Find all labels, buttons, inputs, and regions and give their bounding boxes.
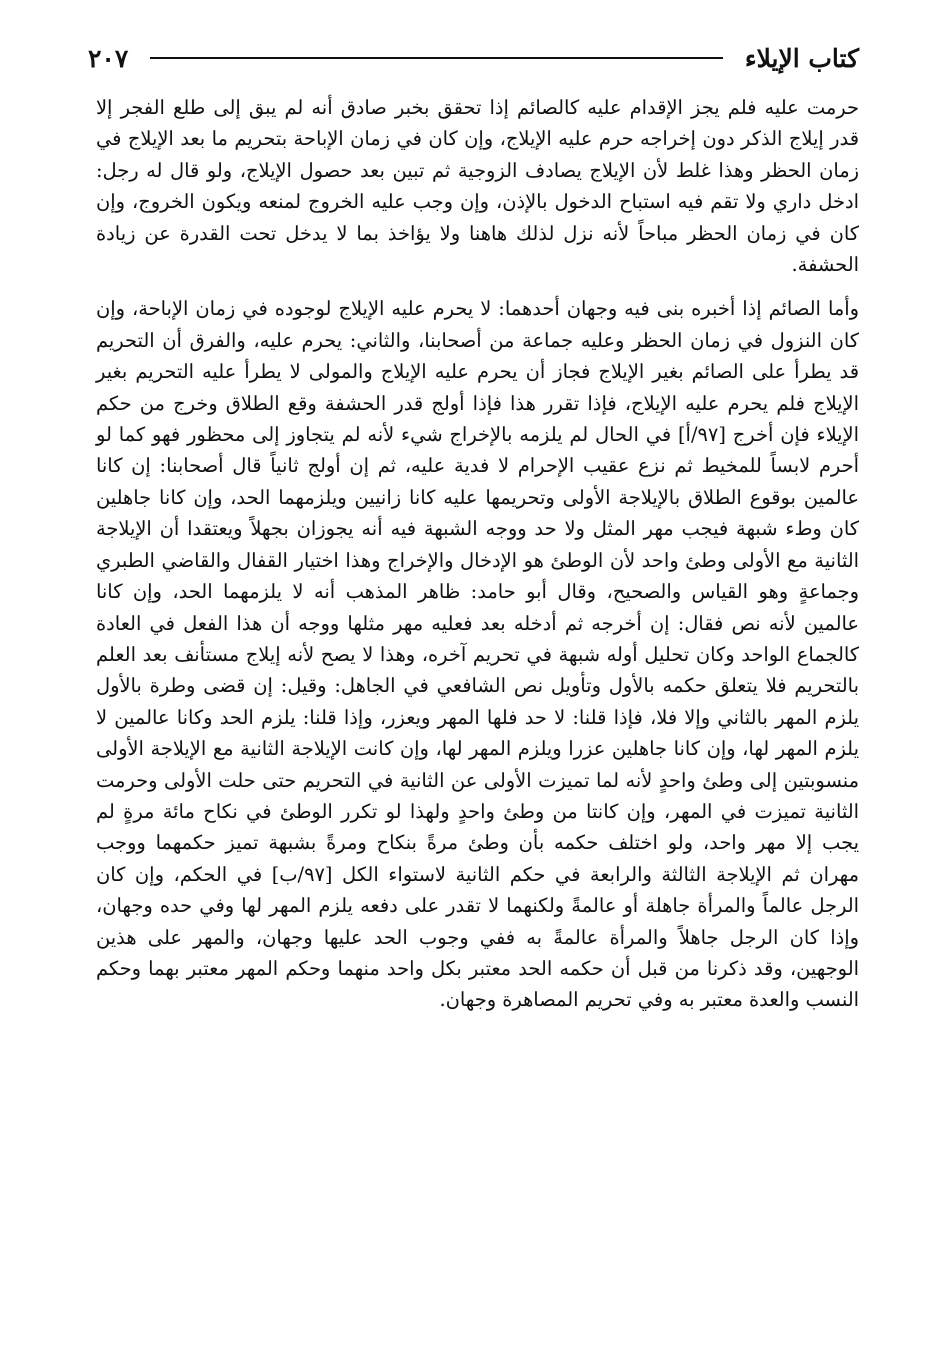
running-title: كتاب الإيلاء <box>744 43 859 73</box>
page-number: ٢٠٧ <box>88 43 129 73</box>
header-rule <box>150 57 723 59</box>
paragraph-1: حرمت عليه فلم يجز الإقدام عليه كالصائم إذا تحقق بخبر صادق أنه لم يبق إلى طلع الفجر إلا قدر إيلاج الذكر دون إخراجه حرم عليه الإيلاج، وإن كان في زمان الإباحة بتحريم ما بعد الإيلاج في زمان الحظر وهذا غلط لأن الإيلاج يصادف الزوجية ثم تبين بعد حصول الإيلاج، ولو قال له رجل: ادخل داري ولا تقم فيه استباح الدخول بالإذن، وإن وجب عليه الخروج لمنعه ويكون الخروج، وإن كان في زمان الحظر مباحاً لأنه نزل لذلك هاهنا ولا يؤاخذ بما لا يدخل تحت القدرة عن زيادة الحشفة. <box>96 96 859 277</box>
paragraph-2: وأما الصائم إذا أخبره بنى فيه وجهان أحدهما: لا يحرم عليه الإيلاج لوجوده في زمان الإباحة، وإن كان النزول في زمان الحظر وعليه جماعة من أصحابنا، والثاني: يحرم عليه، والفرق أن التحريم قد يطرأ على الصائم بغير الإيلاج فجاز أن يحرم عليه الإيلاج والمولى لا يطرأ عليه التحريم بغير الإيلاج فلم يحرم عليه الإيلاج، فإذا تقرر هذا فإذا أولج قدر الحشفة وقع الطلاق وخرج من حكم الإيلاء فإن أخرج [٩٧/أ] في الحال لم يلزمه بالإخراج شيء لأنه لم يتجاوز إلى محظور فهو كما لو أحرم لابساً للمخيط ثم نزع عقيب الإحرام لا فدية عليه، ثم إن أولج ثانياً قال أصحابنا: إن كانا عالمين بوقوع الطلاق بالإيلاجة الأولى وتحريمها عليه كانا زانيين ويلزمهما الحد، وإن كانا جاهلين كان وطء شبهة فيجب مهر المثل ولا حد ووجه الشبهة فيه أنه يجوزان بجهلاً ويعتقدا أن الإيلاجة الثانية مع الأولى وطئ واحد لأن الوطئ هو الإدخال والإخراج وهذا اختيار القفال والقاضي الطبري وجماعةٍ وهو القياس والصحيح، وقال أبو حامد: ظاهر المذهب أنه لا يلزمهما الحد، وإن كانا عالمين لأنه نص فقال: إن أخرجه ثم أدخله بعد فعليه مهر مثلها ووجه أن هذا الفعل في العادة كالجماع الواحد وكان تحليل أوله شبهة في تحريم آخره، وهذا لا يصح لأنه إيلاج مستأنف بعد العلم بالتحريم فلا يتعلق حكمه بالأول وتأويل نص الشافعي في الجاهل: وقيل: إن قضى وطرة بالأول يلزم المهر بالثاني وإلا فلا، فإذا قلنا: لا حد فلها المهر ويعزر، وإذا قلنا: يلزم الحد وكانا عالمين لا يلزم المهر لها، وإن كانا جاهلين عزرا ويلزم المهر لها، وإن كانت الإيلاجة الثانية مع الإيلاجة الأولى منسوبتين إلى وطئ واحدٍ لأنه لما تميزت الأولى عن الثانية في التحريم حتى حلت الأولى وحرمت الثانية تميزت في المهر، وإن كانتا من وطئ واحدٍ ولهذا لو تكرر الوطئ في نكاح مائة مرةٍ لم يجب إلا مهر واحد، ولو اختلف حكمه بأن وطئ مرةً بنكاح ومرةً بشبهة تميز حكمهما ووجب مهران ثم الإيلاجة الثالثة والرابعة في حكم الثانية لاستواء الكل [٩٧/ب] في الحكم، وإن كان الرجل عالماً والمرأة جاهلة أو عالمةً ولكنهما لا تقدر على دفعه يلزم المهر لها وفي حده وجهان، وإذا كان الرجل جاهلاً والمرأة عالمةً به ففي وجوب الحد عليها وجهان، والمهر على هذين الوجهين، وقد ذكرنا من قبل أن حكمه الحد معتبر بكل واحد منهما وحكم المهر معتبر بهما وحكم النسب والعدة معتبر به وفي تحريم المصاهرة وجهان. <box>96 297 860 1012</box>
page-header <box>88 40 859 76</box>
body-text <box>96 92 859 1016</box>
